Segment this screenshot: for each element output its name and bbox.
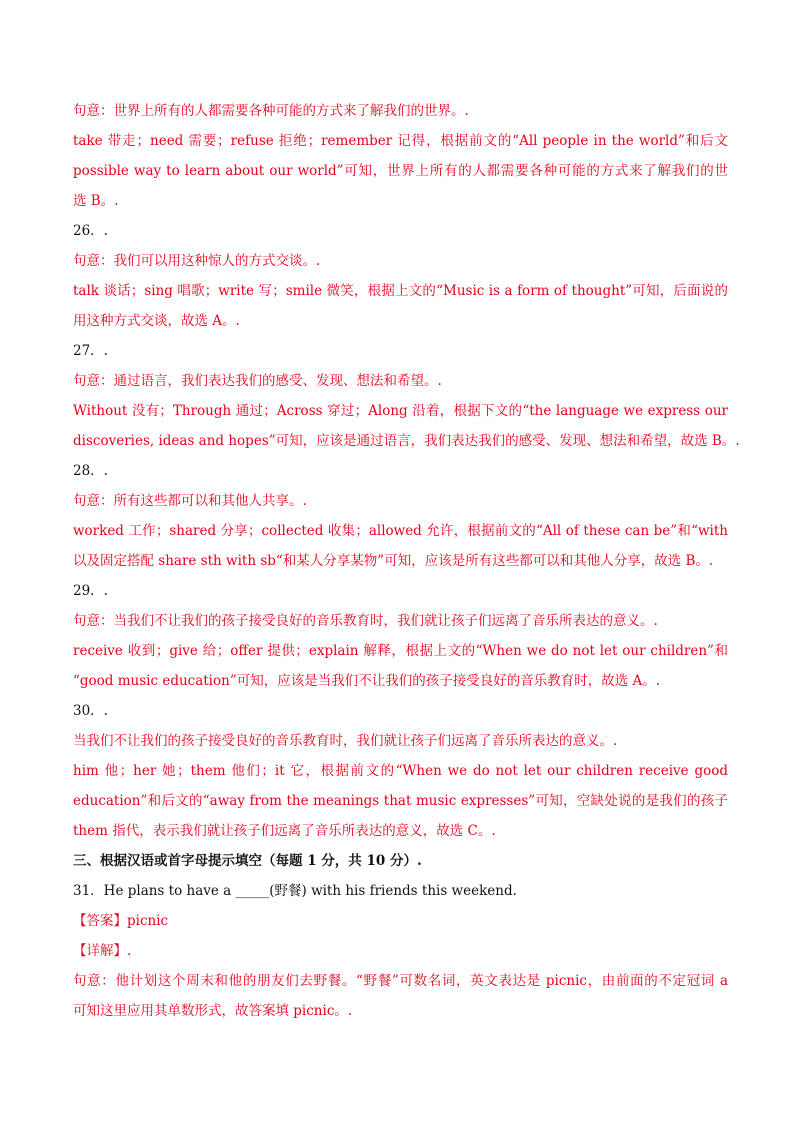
text-line: 句意：当我们不让我们的孩子接受良好的音乐教育时，我们就让孩子们远离了音乐所表达的意义。. bbox=[73, 613, 658, 629]
text-line: 31．He plans to have a _____(野餐) with his friends this weekend. bbox=[73, 883, 517, 899]
text-line: 选 B。. bbox=[73, 193, 119, 209]
text-line: receive 收到；give 给；offer 提供；explain 解释，根据上文的“When we do not let our children”和 bbox=[73, 643, 728, 659]
text-line: them 指代，表示我们就让孩子们远离了音乐所表达的意义，故选 C。. bbox=[73, 823, 496, 839]
text-line: 句意：我们可以用这种惊人的方式交谈。. bbox=[73, 253, 321, 269]
text-line: 以及固定搭配 share sth with sb“和某人分享某物”可知，应该是所有这些都可以和其他人分享，故选 B。. bbox=[73, 553, 714, 569]
text-line: 句意：世界上所有的人都需要各种可能的方式来了解我们的世界。. bbox=[73, 103, 469, 119]
text-line: talk 谈话；sing 唱歌；write 写；smile 微笑，根据上文的“Music is a form of thought”可知，后面说的 bbox=[73, 283, 728, 299]
text-line: worked 工作；shared 分享；collected 收集；allowed 允许，根据前文的“All of these can be”和“with bbox=[73, 523, 728, 539]
text-line: 当我们不让我们的孩子接受良好的音乐教育时，我们就让孩子们远离了音乐所表达的意义。. bbox=[73, 733, 618, 749]
text-line: 【详解】. bbox=[73, 943, 132, 959]
text-line: 句意：他计划这个周末和他的朋友们去野餐。“野餐”可数名词，英文表达是 picnic，由前面的不定冠词 a bbox=[73, 973, 728, 989]
text-line: 27．. bbox=[73, 343, 108, 359]
text-line: 26．. bbox=[73, 223, 108, 239]
text-line: 可知这里应用其单数形式，故答案填 picnic。. bbox=[73, 1003, 353, 1019]
text-line: 29．. bbox=[73, 583, 108, 599]
text-line: discoveries, ideas and hopes”可知，应该是通过语言，我们表达我们的感受、发现、想法和希望，故选 B。. bbox=[73, 433, 740, 449]
text-line: 30．. bbox=[73, 703, 108, 719]
text-line: 句意：通过语言，我们表达我们的感受、发现、想法和希望。. bbox=[73, 373, 442, 389]
text-line: 用这种方式交谈，故选 A。. bbox=[73, 313, 240, 329]
text-line: 三、根据汉语或首字母提示填空（每题 1 分，共 10 分）. bbox=[73, 853, 422, 869]
document-page bbox=[73, 96, 740, 1026]
text-line: him 他；her 她；them 他们；it 它，根据前文的“When we do not let our children receive good bbox=[73, 763, 728, 779]
text-line: possible way to learn about our world”可知，世界上所有的人都需要各种可能的方式来了解我们的世 bbox=[73, 163, 728, 179]
text-line: 句意：所有这些都可以和其他人共享。. bbox=[73, 493, 307, 509]
text-line: education”和后文的“away from the meanings that music expresses”可知，空缺处说的是我们的孩子 bbox=[73, 793, 728, 809]
text-line: 【答案】picnic bbox=[73, 913, 169, 929]
text-line: take 带走；need 需要；refuse 拒绝；remember 记得，根据前文的“All people in the world”和后文 bbox=[73, 133, 728, 149]
text-line: 28．. bbox=[73, 463, 108, 479]
text-line: “good music education”可知，应该是当我们不让我们的孩子接受良好的音乐教育时，故选 A。. bbox=[73, 673, 661, 689]
text-line: Without 没有；Through 通过；Across 穿过；Along 沿着，根据下文的“the language we express our bbox=[73, 403, 728, 419]
